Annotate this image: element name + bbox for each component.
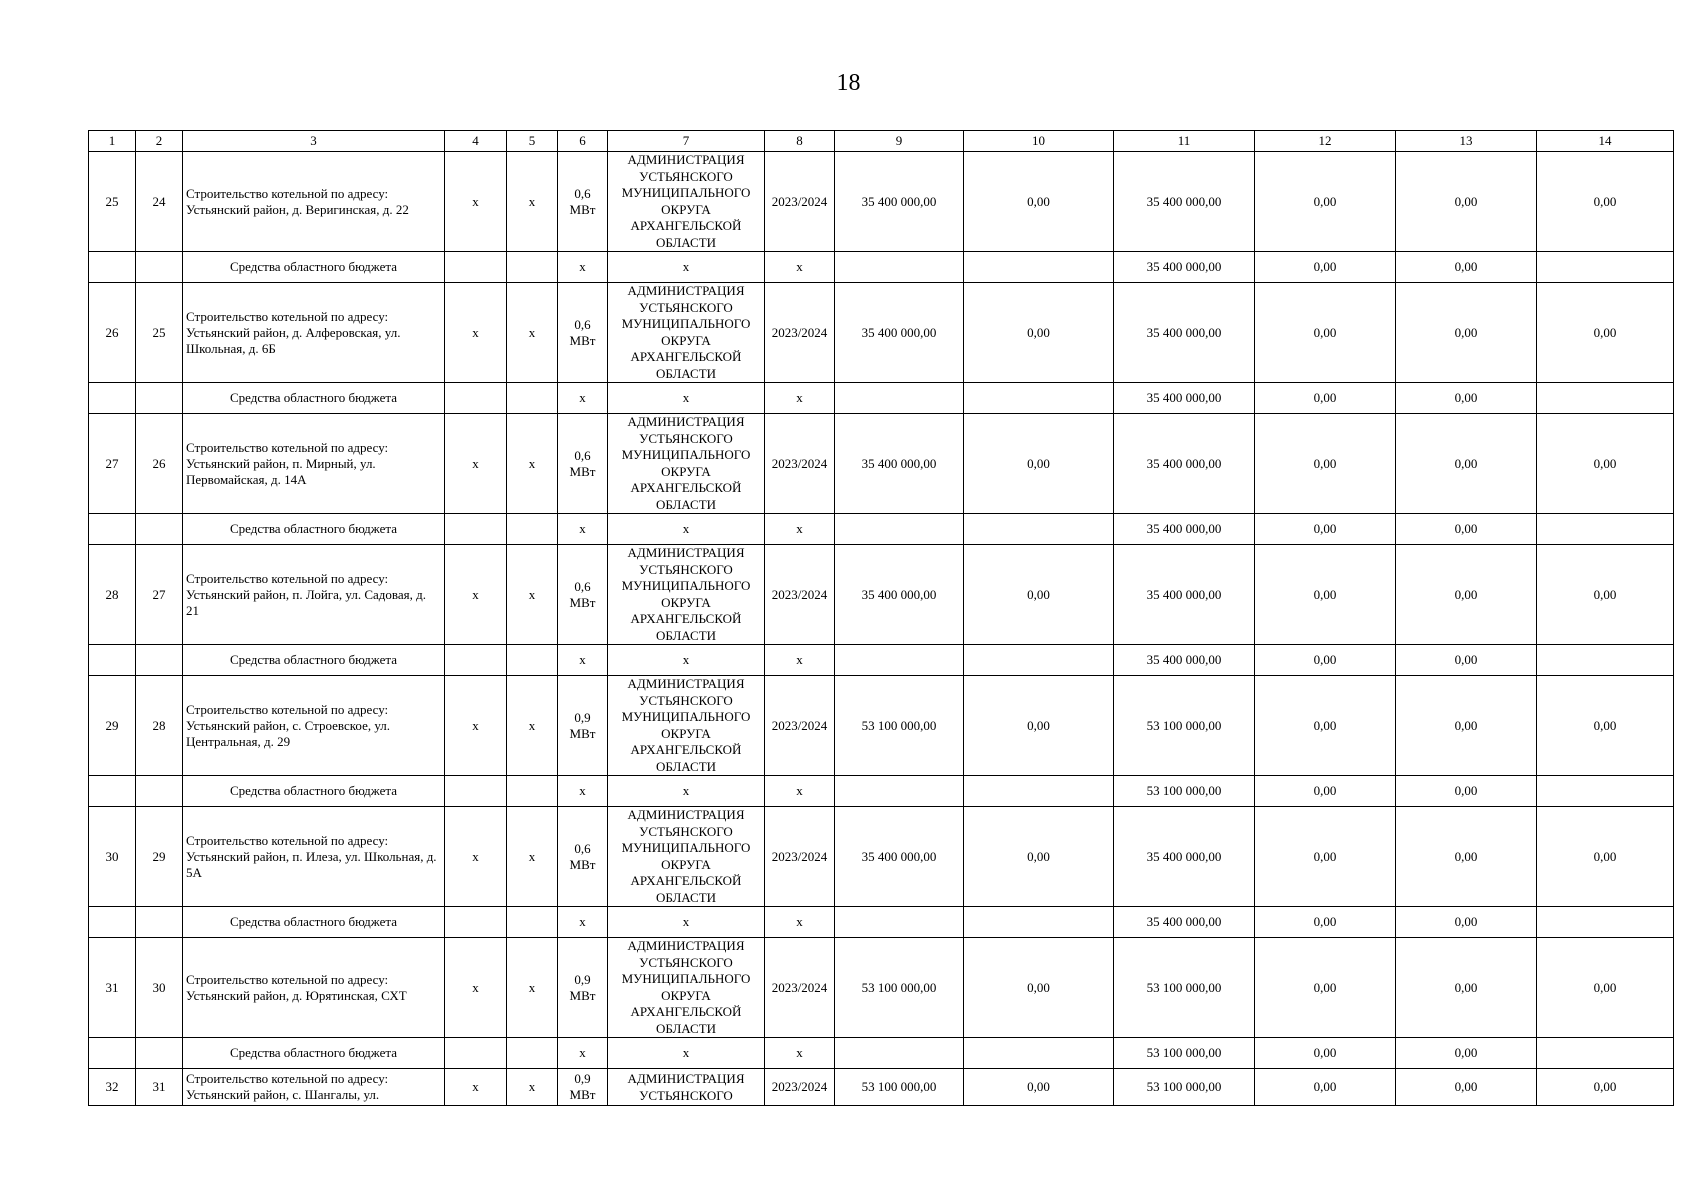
item-number: 30 [136,938,183,1038]
table-row [89,807,1674,907]
empty-cell [445,514,507,545]
row-number: 30 [89,807,136,907]
empty-cell [835,1038,964,1069]
header-cell: 1 [89,131,136,152]
empty-cell [445,252,507,283]
col8-cell: x [765,383,835,414]
col12-cell: 0,00 [1255,1038,1396,1069]
col11-cell: 35 400 000,00 [1114,807,1255,907]
col4-cell: x [445,676,507,776]
page-number: 18 [836,70,861,96]
col7-cell: x [608,907,765,938]
period-cell: 2023/2024 [765,1069,835,1106]
empty-cell [89,1038,136,1069]
table-row [89,1069,1674,1106]
funding-row [89,383,1674,414]
header-cell: 3 [183,131,445,152]
empty-cell [835,907,964,938]
col6-cell: x [558,514,608,545]
col12-cell: 0,00 [1255,383,1396,414]
empty-cell [507,907,558,938]
empty-cell [1537,383,1674,414]
funding-source: Средства областного бюджета [183,907,445,938]
empty-cell [136,1038,183,1069]
col14-cell: 0,00 [1537,1069,1674,1106]
empty-cell [445,383,507,414]
budget-table [88,130,1674,1106]
empty-cell [1537,776,1674,807]
organization-cell: АДМИНИСТРАЦИЯ УСТЬЯНСКОГО МУНИЦИПАЛЬНОГО ОКРУГА АРХАНГЕЛЬСКОЙ ОБЛАСТИ [608,414,765,514]
empty-cell [507,1038,558,1069]
empty-cell [835,514,964,545]
col13-cell: 0,00 [1396,514,1537,545]
col11-cell: 53 100 000,00 [1114,776,1255,807]
col13-cell: 0,00 [1396,907,1537,938]
organization-cell: АДМИНИСТРАЦИЯ УСТЬЯНСКОГО МУНИЦИПАЛЬНОГО ОКРУГА АРХАНГЕЛЬСКОЙ ОБЛАСТИ [608,545,765,645]
item-number: 24 [136,152,183,252]
col13-cell: 0,00 [1396,1069,1537,1106]
col4-cell: x [445,938,507,1038]
project-name: Строительство котельной по адресу: Устьянский район, с. Строевское, ул. Центральная, д. 29 [183,676,445,776]
item-number: 28 [136,676,183,776]
total-cost-cell: 53 100 000,00 [835,938,964,1038]
col13-cell: 0,00 [1396,776,1537,807]
item-number: 25 [136,283,183,383]
period-cell: 2023/2024 [765,545,835,645]
empty-cell [136,252,183,283]
organization-cell: АДМИНИСТРАЦИЯ УСТЬЯНСКОГО МУНИЦИПАЛЬНОГО ОКРУГА АРХАНГЕЛЬСКОЙ ОБЛАСТИ [608,676,765,776]
empty-cell [136,514,183,545]
col6-cell: x [558,776,608,807]
col13-cell: 0,00 [1396,545,1537,645]
empty-cell [1537,1038,1674,1069]
col13-cell: 0,00 [1396,645,1537,676]
col8-cell: x [765,645,835,676]
col7-cell: x [608,383,765,414]
row-number: 27 [89,414,136,514]
col10-cell: 0,00 [964,938,1114,1038]
col12-cell: 0,00 [1255,645,1396,676]
total-cost-cell: 35 400 000,00 [835,414,964,514]
item-number: 29 [136,807,183,907]
period-cell: 2023/2024 [765,807,835,907]
col5-cell: x [507,938,558,1038]
col12-cell: 0,00 [1255,907,1396,938]
col12-cell: 0,00 [1255,545,1396,645]
col7-cell: x [608,1038,765,1069]
row-number: 25 [89,152,136,252]
col4-cell: x [445,807,507,907]
funding-source: Средства областного бюджета [183,383,445,414]
row-number: 28 [89,545,136,645]
col11-cell: 35 400 000,00 [1114,383,1255,414]
col5-cell: x [507,152,558,252]
empty-cell [507,645,558,676]
col13-cell: 0,00 [1396,938,1537,1038]
empty-cell [507,383,558,414]
col11-cell: 35 400 000,00 [1114,545,1255,645]
funding-row [89,1038,1674,1069]
total-cost-cell: 53 100 000,00 [835,676,964,776]
col8-cell: x [765,1038,835,1069]
item-number: 26 [136,414,183,514]
empty-cell [835,776,964,807]
empty-cell [964,383,1114,414]
header-row [89,131,1674,152]
col6-cell: x [558,645,608,676]
empty-cell [136,383,183,414]
col12-cell: 0,00 [1255,676,1396,776]
col7-cell: x [608,645,765,676]
header-cell: 14 [1537,131,1674,152]
col14-cell: 0,00 [1537,414,1674,514]
col4-cell: x [445,545,507,645]
col14-cell: 0,00 [1537,152,1674,252]
empty-cell [964,514,1114,545]
header-cell: 10 [964,131,1114,152]
period-cell: 2023/2024 [765,938,835,1038]
empty-cell [445,907,507,938]
power-cell: 0,6 МВт [558,545,608,645]
empty-cell [445,776,507,807]
empty-cell [507,776,558,807]
col11-cell: 35 400 000,00 [1114,252,1255,283]
empty-cell [1537,645,1674,676]
col4-cell: x [445,283,507,383]
empty-cell [89,907,136,938]
col4-cell: x [445,414,507,514]
empty-cell [89,514,136,545]
project-name: Строительство котельной по адресу: Устьянский район, п. Илеза, ул. Школьная, д. 5А [183,807,445,907]
empty-cell [964,645,1114,676]
col6-cell: x [558,252,608,283]
empty-cell [835,645,964,676]
project-name: Строительство котельной по адресу: Устьянский район, д. Веригинская, д. 22 [183,152,445,252]
organization-cell: АДМИНИСТРАЦИЯ УСТЬЯНСКОГО [608,1069,765,1106]
table-row [89,545,1674,645]
header-cell: 12 [1255,131,1396,152]
col11-cell: 35 400 000,00 [1114,152,1255,252]
col12-cell: 0,00 [1255,1069,1396,1106]
empty-cell [89,252,136,283]
col7-cell: x [608,252,765,283]
col13-cell: 0,00 [1396,283,1537,383]
empty-cell [89,383,136,414]
col12-cell: 0,00 [1255,807,1396,907]
funding-row [89,645,1674,676]
funding-source: Средства областного бюджета [183,776,445,807]
total-cost-cell: 35 400 000,00 [835,283,964,383]
col11-cell: 35 400 000,00 [1114,414,1255,514]
col11-cell: 53 100 000,00 [1114,938,1255,1038]
empty-cell [1537,252,1674,283]
power-cell: 0,6 МВт [558,414,608,514]
period-cell: 2023/2024 [765,283,835,383]
total-cost-cell: 35 400 000,00 [835,807,964,907]
col11-cell: 35 400 000,00 [1114,514,1255,545]
col12-cell: 0,00 [1255,252,1396,283]
col8-cell: x [765,776,835,807]
power-cell: 0,9 МВт [558,938,608,1038]
funding-row [89,514,1674,545]
funding-row [89,252,1674,283]
row-number: 26 [89,283,136,383]
project-name: Строительство котельной по адресу: Устьянский район, с. Шангалы, ул. [183,1069,445,1106]
header-cell: 9 [835,131,964,152]
empty-cell [136,776,183,807]
col5-cell: x [507,283,558,383]
col11-cell: 35 400 000,00 [1114,907,1255,938]
empty-cell [136,645,183,676]
col12-cell: 0,00 [1255,938,1396,1038]
project-name: Строительство котельной по адресу: Устьянский район, д. Алферовская, ул. Школьная, д. 6Б [183,283,445,383]
col13-cell: 0,00 [1396,807,1537,907]
col13-cell: 0,00 [1396,252,1537,283]
header-cell: 11 [1114,131,1255,152]
col11-cell: 35 400 000,00 [1114,645,1255,676]
header-cell: 4 [445,131,507,152]
empty-cell [964,252,1114,283]
col13-cell: 0,00 [1396,414,1537,514]
header-cell: 2 [136,131,183,152]
col5-cell: x [507,545,558,645]
empty-cell [445,1038,507,1069]
col14-cell: 0,00 [1537,938,1674,1038]
col13-cell: 0,00 [1396,152,1537,252]
project-name: Строительство котельной по адресу: Устьянский район, п. Лойга, ул. Садовая, д. 21 [183,545,445,645]
empty-cell [1537,907,1674,938]
empty-cell [136,907,183,938]
total-cost-cell: 35 400 000,00 [835,545,964,645]
period-cell: 2023/2024 [765,676,835,776]
col14-cell: 0,00 [1537,676,1674,776]
empty-cell [835,252,964,283]
col6-cell: x [558,907,608,938]
empty-cell [835,383,964,414]
item-number: 31 [136,1069,183,1106]
empty-cell [964,1038,1114,1069]
organization-cell: АДМИНИСТРАЦИЯ УСТЬЯНСКОГО МУНИЦИПАЛЬНОГО ОКРУГА АРХАНГЕЛЬСКОЙ ОБЛАСТИ [608,807,765,907]
col7-cell: x [608,514,765,545]
col4-cell: x [445,152,507,252]
col12-cell: 0,00 [1255,283,1396,383]
empty-cell [507,514,558,545]
col13-cell: 0,00 [1396,1038,1537,1069]
col10-cell: 0,00 [964,676,1114,776]
col5-cell: x [507,676,558,776]
header-cell: 6 [558,131,608,152]
col6-cell: x [558,1038,608,1069]
col13-cell: 0,00 [1396,383,1537,414]
row-number: 32 [89,1069,136,1106]
funding-row [89,776,1674,807]
header-cell: 13 [1396,131,1537,152]
funding-source: Средства областного бюджета [183,514,445,545]
power-cell: 0,6 МВт [558,807,608,907]
col4-cell: x [445,1069,507,1106]
col8-cell: x [765,252,835,283]
col11-cell: 35 400 000,00 [1114,283,1255,383]
col14-cell: 0,00 [1537,807,1674,907]
col14-cell: 0,00 [1537,283,1674,383]
col6-cell: x [558,383,608,414]
empty-cell [964,907,1114,938]
empty-cell [89,645,136,676]
organization-cell: АДМИНИСТРАЦИЯ УСТЬЯНСКОГО МУНИЦИПАЛЬНОГО ОКРУГА АРХАНГЕЛЬСКОЙ ОБЛАСТИ [608,938,765,1038]
col5-cell: x [507,414,558,514]
col12-cell: 0,00 [1255,776,1396,807]
col5-cell: x [507,807,558,907]
row-number: 31 [89,938,136,1038]
organization-cell: АДМИНИСТРАЦИЯ УСТЬЯНСКОГО МУНИЦИПАЛЬНОГО ОКРУГА АРХАНГЕЛЬСКОЙ ОБЛАСТИ [608,283,765,383]
col10-cell: 0,00 [964,152,1114,252]
empty-cell [89,776,136,807]
table-row [89,283,1674,383]
project-name: Строительство котельной по адресу: Устьянский район, д. Юрятинская, СХТ [183,938,445,1038]
col13-cell: 0,00 [1396,676,1537,776]
col10-cell: 0,00 [964,283,1114,383]
col12-cell: 0,00 [1255,514,1396,545]
item-number: 27 [136,545,183,645]
table-row [89,676,1674,776]
funding-source: Средства областного бюджета [183,645,445,676]
empty-cell [1537,514,1674,545]
col12-cell: 0,00 [1255,414,1396,514]
header-cell: 5 [507,131,558,152]
col12-cell: 0,00 [1255,152,1396,252]
header-cell: 8 [765,131,835,152]
power-cell: 0,9 МВт [558,1069,608,1106]
col5-cell: x [507,1069,558,1106]
period-cell: 2023/2024 [765,152,835,252]
col10-cell: 0,00 [964,414,1114,514]
empty-cell [964,776,1114,807]
organization-cell: АДМИНИСТРАЦИЯ УСТЬЯНСКОГО МУНИЦИПАЛЬНОГО ОКРУГА АРХАНГЕЛЬСКОЙ ОБЛАСТИ [608,152,765,252]
col8-cell: x [765,907,835,938]
project-name: Строительство котельной по адресу: Устьянский район, п. Мирный, ул. Первомайская, д. 14А [183,414,445,514]
table-row [89,414,1674,514]
table-row [89,938,1674,1038]
table-row [89,152,1674,252]
power-cell: 0,6 МВт [558,283,608,383]
total-cost-cell: 35 400 000,00 [835,152,964,252]
col10-cell: 0,00 [964,545,1114,645]
col11-cell: 53 100 000,00 [1114,1069,1255,1106]
col11-cell: 53 100 000,00 [1114,1038,1255,1069]
header-cell: 7 [608,131,765,152]
col14-cell: 0,00 [1537,545,1674,645]
power-cell: 0,6 МВт [558,152,608,252]
total-cost-cell: 53 100 000,00 [835,1069,964,1106]
empty-cell [507,252,558,283]
row-number: 29 [89,676,136,776]
col8-cell: x [765,514,835,545]
period-cell: 2023/2024 [765,414,835,514]
funding-source: Средства областного бюджета [183,252,445,283]
col7-cell: x [608,776,765,807]
funding-row [89,907,1674,938]
empty-cell [445,645,507,676]
funding-source: Средства областного бюджета [183,1038,445,1069]
col10-cell: 0,00 [964,1069,1114,1106]
col11-cell: 53 100 000,00 [1114,676,1255,776]
power-cell: 0,9 МВт [558,676,608,776]
col10-cell: 0,00 [964,807,1114,907]
